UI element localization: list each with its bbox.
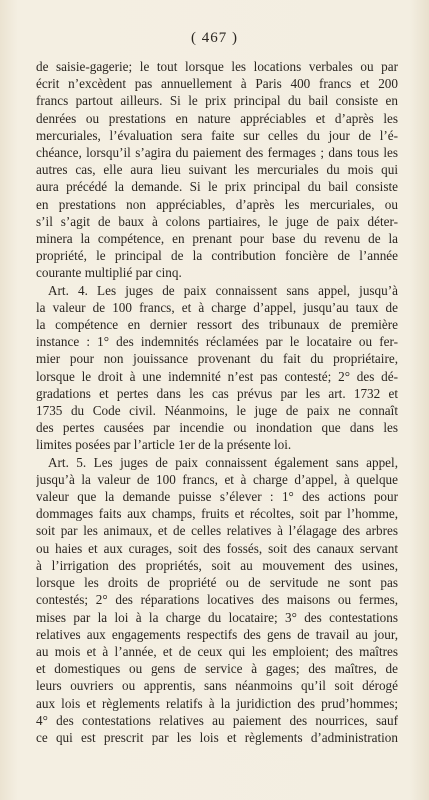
text-line: valeur que la demande puisse s’élever : 1° des actions pour [36, 489, 398, 505]
text-line: aux lois et règlements relatifs à la juridiction des prud’hommes; [36, 695, 398, 711]
text-line: de saisie-gagerie; le tout lorsque les locations verbales ou par [36, 59, 398, 74]
article-5-heading-line: Art. 5. Les juges de paix connaissent également sans appel, [48, 454, 398, 470]
text-line: francs partout ailleurs. Si le prix principal du bail consiste en [36, 93, 398, 109]
text-line: chéance, lorsqu’il s’agira du paiement des fermages ; dans tous les [36, 145, 398, 161]
text-line: 4° des contestations relatives au paiement des nourrices, sauf [36, 712, 398, 728]
text-line: contestés; 2° des réparations locatives des maisons ou fermes, [36, 592, 398, 608]
text-line: des pertes causées par incendie ou inondation que dans les [36, 420, 398, 436]
text-line: denrées ou prestations en nature appréciables et d’après les [36, 110, 398, 126]
text-line: leurs ouvriers ou apprentis, sans néanmoins qu’il soit dérogé [36, 678, 398, 694]
text-line: la valeur de 100 francs, et à charge d’appel, jusqu’au taux de [36, 299, 398, 315]
text-line: lorsque les droits de propriété ou de servitude ne sont pas [36, 575, 398, 591]
text-line: ce qui est prescrit par les lois et règlements d’administration [36, 729, 398, 745]
text-line: jusqu’à la valeur de 100 francs, et à charge d’appel, à quelque [36, 471, 398, 487]
text-line: mises par la loi à la charge du locataire; 3° des contestations [36, 609, 398, 625]
article-4-heading-line: Art. 4. Les juges de paix connaissent sans appel, jusqu’à [48, 282, 398, 298]
body-text [36, 58, 398, 746]
text-line: au mois et à l’année, et de ceux qui les emploient; des maîtres [36, 643, 398, 659]
text-line: aura précédé la demande. Si le prix principal du bail consiste [36, 179, 398, 195]
text-line: mier pour non jouissance provenant du fait du propriétaire, [36, 351, 398, 367]
text-line: gradations et pertes dans les cas prévus par les art. 1732 et [36, 385, 398, 401]
text-line: 1735 du Code civil. Néanmoins, le juge de paix ne connaît [36, 403, 398, 419]
text-line: instance : 1° des indemnités réclamées par le locataire ou fer- [36, 334, 398, 350]
text-line: minera la compétence, en prenant pour base du revenu de la [36, 231, 398, 247]
text-line: propriété, le principal de la contribution foncière de l’année [36, 248, 398, 264]
text-line: s’il s’agit de baux à colons partiaires, le juge de paix déter- [36, 213, 398, 229]
page-number: ( 467 ) [191, 30, 238, 46]
text-line: à l’irrigation des propriétés, soit au mouvement des usines, [36, 557, 398, 573]
text-line: écrit n’excèdent pas annuellement à Paris 400 francs et 200 [36, 76, 398, 92]
text-line: ou haies et aux curages, soit des fossés, soit des canaux servant [36, 540, 398, 556]
text-line: dommages faits aux champs, fruits et récoltes, soit par l’homme, [36, 506, 398, 522]
text-line: relatives aux engagements respectifs des gens de travail au jour, [36, 626, 398, 642]
text-line: courante multiplié par cinq. [36, 265, 182, 281]
text-line: mercuriales, l’évaluation sera faite sur celles du jour de l’é- [36, 127, 398, 143]
text-line: soit par les animaux, et de celles relatives à l’élagage des arbres [36, 523, 398, 539]
text-line: lorsque le droit à une indemnité n’est pas contesté; 2° des dé- [36, 368, 398, 384]
text-line: autres cas, elle aura lieu suivant les mercuriales du mois qui [36, 162, 398, 178]
text-line: la compétence en dernier ressort des tribunaux de première [36, 317, 398, 333]
text-line: limites posées par l’article 1er de la présente loi. [36, 437, 292, 453]
text-line: en prestations non appréciables, d’après les mercuriales, ou [36, 196, 398, 212]
text-line: et domestiques ou gens de service à gages; des maîtres, de [36, 661, 398, 677]
